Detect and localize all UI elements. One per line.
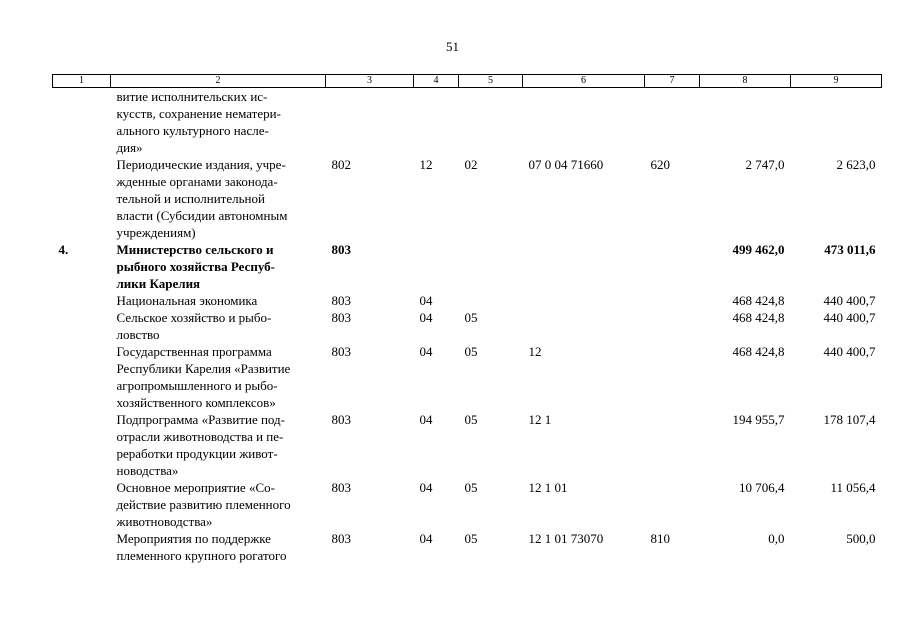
row-number xyxy=(53,309,111,343)
subsection-code: 05 xyxy=(464,344,478,359)
table-row xyxy=(53,343,882,411)
budget-table xyxy=(52,74,882,564)
amount-year-1: 468 424,8 xyxy=(732,344,785,359)
table-row xyxy=(53,292,882,309)
amount-year-1: 194 955,7 xyxy=(732,412,785,427)
row-number xyxy=(53,156,111,241)
ministry-code: 803 xyxy=(331,242,351,257)
column-header: 4 xyxy=(414,75,459,88)
expense-type-code xyxy=(645,241,700,292)
item-name: Национальная экономика xyxy=(116,293,258,308)
amount-year-2 xyxy=(791,88,882,157)
row-number xyxy=(53,343,111,411)
column-header: 2 xyxy=(111,75,326,88)
ministry-code: 802 xyxy=(331,157,351,172)
item-name: витие исполнительских ис- кусств, сохранение нематери- ального культурного насле- дия» xyxy=(116,89,281,155)
target-article-code xyxy=(523,241,645,292)
subsection-code: 02 xyxy=(464,157,478,172)
column-header: 3 xyxy=(326,75,414,88)
expense-type-code xyxy=(645,309,700,343)
amount-year-1 xyxy=(700,88,791,157)
section-code: 04 xyxy=(419,480,433,495)
expense-type-code xyxy=(645,479,700,530)
target-article-code: 12 1 01 73070 xyxy=(528,531,604,546)
ministry-code: 803 xyxy=(331,531,351,546)
subsection-code: 05 xyxy=(464,310,478,325)
item-name: Подпрограмма «Развитие под- отрасли животноводства и пе- реработки продукции живот- новодства» xyxy=(116,412,285,478)
expense-type-code xyxy=(645,343,700,411)
amount-year-2: 178 107,4 xyxy=(823,412,876,427)
column-header: 5 xyxy=(459,75,523,88)
table-row xyxy=(53,479,882,530)
row-number xyxy=(53,88,111,157)
section-code: 04 xyxy=(419,310,433,325)
table-row xyxy=(53,411,882,479)
amount-year-2: 500,0 xyxy=(846,531,876,546)
table-row xyxy=(53,530,882,564)
amount-year-1: 0,0 xyxy=(768,531,785,546)
item-name: Министерство сельского и рыбного хозяйства Респуб- лики Карелия xyxy=(116,242,275,291)
expense-type-code: 810 xyxy=(650,531,670,546)
expense-type-code: 620 xyxy=(650,157,670,172)
column-header: 6 xyxy=(523,75,645,88)
section-code: 04 xyxy=(419,293,433,308)
item-name: Государственная программа Республики Карелия «Развитие агропромышленного и рыбо- хозяйственного комплексов» xyxy=(116,344,291,410)
target-article-code: 07 0 04 71660 xyxy=(528,157,604,172)
ministry-code: 803 xyxy=(331,344,351,359)
subsection-code xyxy=(459,88,523,157)
subsection-code: 05 xyxy=(464,480,478,495)
subsection-code xyxy=(459,292,523,309)
amount-year-1: 10 706,4 xyxy=(739,480,785,495)
row-number xyxy=(53,479,111,530)
item-name: Сельское хозяйство и рыбо- ловство xyxy=(116,310,272,342)
amount-year-1: 2 747,0 xyxy=(745,157,785,172)
table-row xyxy=(53,309,882,343)
target-article-code: 12 1 01 xyxy=(528,480,568,495)
column-header: 8 xyxy=(700,75,791,88)
target-article-code: 12 1 xyxy=(528,412,552,427)
section-code xyxy=(414,241,459,292)
expense-type-code xyxy=(645,411,700,479)
item-name: Основное мероприятие «Со- действие развитию племенного животноводства» xyxy=(116,480,291,529)
ministry-code xyxy=(326,88,414,157)
section-code: 12 xyxy=(419,157,433,172)
item-name: Мероприятия по поддержке племенного крупного рогатого xyxy=(116,531,287,563)
ministry-code: 803 xyxy=(331,480,351,495)
header-row xyxy=(53,75,882,88)
amount-year-2: 440 400,7 xyxy=(823,344,876,359)
amount-year-2: 2 623,0 xyxy=(836,157,876,172)
ministry-code: 803 xyxy=(331,293,351,308)
section-code: 04 xyxy=(419,412,433,427)
subsection-code xyxy=(459,241,523,292)
amount-year-1: 468 424,8 xyxy=(732,293,785,308)
expense-type-code xyxy=(645,88,700,157)
table-row xyxy=(53,156,882,241)
column-header: 1 xyxy=(53,75,111,88)
ministry-code: 803 xyxy=(331,310,351,325)
item-name: Периодические издания, учре- жденные органами законода- тельной и исполнительной власти (Субсидии автономным учреждениям) xyxy=(116,157,288,240)
row-number: 4. xyxy=(58,242,69,257)
section-code: 04 xyxy=(419,531,433,546)
section-code: 04 xyxy=(419,344,433,359)
amount-year-2: 440 400,7 xyxy=(823,293,876,308)
amount-year-2: 440 400,7 xyxy=(823,310,876,325)
target-article-code xyxy=(523,309,645,343)
amount-year-2: 473 011,6 xyxy=(824,242,876,257)
amount-year-1: 468 424,8 xyxy=(732,310,785,325)
row-number xyxy=(53,411,111,479)
target-article-code xyxy=(523,88,645,157)
ministry-code: 803 xyxy=(331,412,351,427)
section-code xyxy=(414,88,459,157)
amount-year-2: 11 056,4 xyxy=(830,480,876,495)
subsection-code: 05 xyxy=(464,412,478,427)
target-article-code: 12 xyxy=(528,344,542,359)
row-number xyxy=(53,530,111,564)
target-article-code xyxy=(523,292,645,309)
expense-type-code xyxy=(645,292,700,309)
column-header: 9 xyxy=(791,75,882,88)
column-header: 7 xyxy=(645,75,700,88)
table-row xyxy=(53,88,882,157)
table-row xyxy=(53,241,882,292)
subsection-code: 05 xyxy=(464,531,478,546)
page-number: 51 xyxy=(446,39,459,54)
row-number xyxy=(53,292,111,309)
amount-year-1: 499 462,0 xyxy=(732,242,785,257)
